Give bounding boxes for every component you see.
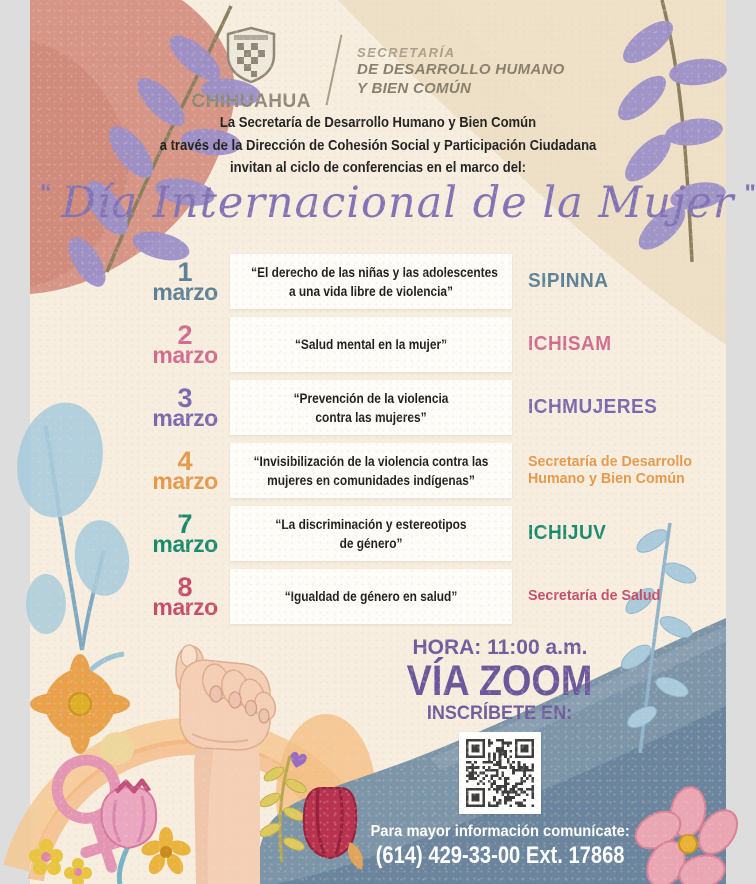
date-month: marzo: [152, 468, 218, 495]
header-divider: [325, 34, 342, 105]
topic-line: contra las mujeres”: [315, 408, 427, 425]
org-line: ICHISAM: [528, 333, 612, 356]
intro-line: La Secretaría de Desarrollo Humano y Bien Común: [219, 114, 537, 131]
schedule-row: [146, 254, 718, 309]
contact-info: [352, 823, 648, 870]
org-label: [518, 396, 718, 418]
dept-line: SECRETARÍA: [356, 44, 456, 60]
org-line: SIPINNA: [528, 270, 609, 293]
event-details: [348, 636, 652, 870]
schedule-row: [146, 506, 718, 561]
topic-line: mujeres en comunidades indígenas”: [267, 471, 475, 488]
topic-box: [230, 317, 512, 372]
org-label: [518, 588, 718, 605]
schedule-row: [146, 443, 718, 498]
schedule-row: [146, 380, 718, 435]
date-month: marzo: [152, 342, 218, 369]
department-name: [357, 41, 565, 99]
intro-line: invitan al ciclo de conferencias en el marco del:: [230, 159, 526, 176]
topic-line: de género”: [339, 534, 403, 551]
topic-line: “Invisibilización de la violencia contra las: [253, 453, 489, 470]
topic-box: [230, 380, 512, 435]
header: [30, 26, 726, 113]
date-march-2: [146, 320, 224, 369]
date-month: marzo: [152, 279, 218, 306]
date-march-3: [146, 383, 224, 432]
title-quote-open: ": [40, 180, 52, 207]
schedule-row: [146, 569, 718, 624]
chihuahua-logo: [191, 26, 311, 113]
org-label: [518, 333, 718, 355]
topic-box: [230, 254, 512, 309]
topic-line: “La discriminación y estereotipos: [275, 516, 467, 533]
title-quote-close: ": [744, 180, 756, 207]
conference-schedule: [146, 254, 718, 632]
intro-line: a través de la Dirección de Cohesión Social y Participación Ciudadana: [159, 136, 597, 154]
invitation-text: [30, 112, 726, 180]
org-line: ICHIJUV: [528, 522, 607, 545]
register-label: INSCRÍBETE EN:: [427, 702, 573, 724]
dept-line: DE DESARROLLO HUMANO: [356, 60, 565, 78]
qr-code: [459, 732, 541, 814]
page-title: [30, 178, 756, 228]
date-day: 2: [177, 320, 193, 350]
date-month: marzo: [152, 531, 218, 558]
topic-line: a una vida libre de violencia”: [288, 282, 454, 299]
via-zoom-label: VÍA ZOOM: [407, 657, 593, 705]
date-day: 8: [177, 572, 193, 602]
date-month: marzo: [152, 594, 218, 621]
topic-line: “Igualdad de género en salud”: [284, 588, 458, 605]
contact-line: Para mayor información comunícate:: [370, 822, 630, 840]
date-march-1: [146, 257, 224, 306]
org-line: Secretaría de Salud: [528, 587, 661, 605]
schedule-row: [146, 317, 718, 372]
title-text: Día Internacional de la Mujer: [61, 178, 735, 228]
logo-text: CHIHUAHUA: [191, 91, 311, 112]
org-label: [518, 270, 718, 292]
org-line: Humano y Bien Común: [528, 469, 685, 487]
topic-box: [230, 569, 512, 624]
date-march-4: [146, 446, 224, 495]
date-day: 3: [177, 383, 193, 413]
topic-box: [230, 506, 512, 561]
org-line: ICHMUJERES: [528, 396, 658, 419]
contact-phone: (614) 429-33-00 Ext. 17868: [375, 841, 625, 869]
event-time: HORA: 11:00 a.m.: [412, 636, 588, 659]
chihuahua-shield-icon: [224, 26, 278, 84]
womens-day-conference-poster: [30, 0, 756, 884]
org-label: [518, 454, 718, 488]
date-day: 1: [177, 257, 193, 287]
date-march-8: [146, 572, 224, 621]
dept-line: Y BIEN COMÚN: [356, 79, 472, 97]
topic-line: “El derecho de las niñas y las adolescentes: [251, 264, 498, 281]
purple-heart: [288, 750, 308, 770]
date-month: marzo: [152, 405, 218, 432]
date-march-7: [146, 509, 224, 558]
topic-line: “Prevención de la violencia: [293, 390, 449, 407]
small-yellow-flowers: [30, 838, 94, 884]
org-line: Secretaría de Desarrollo: [528, 452, 692, 470]
topic-box: [230, 443, 512, 498]
date-day: 7: [177, 509, 193, 539]
org-label: [518, 522, 718, 544]
topic-line: “Salud mental en la mujer”: [294, 336, 448, 353]
date-day: 4: [177, 446, 193, 476]
raised-fist-illustration: [158, 638, 290, 884]
